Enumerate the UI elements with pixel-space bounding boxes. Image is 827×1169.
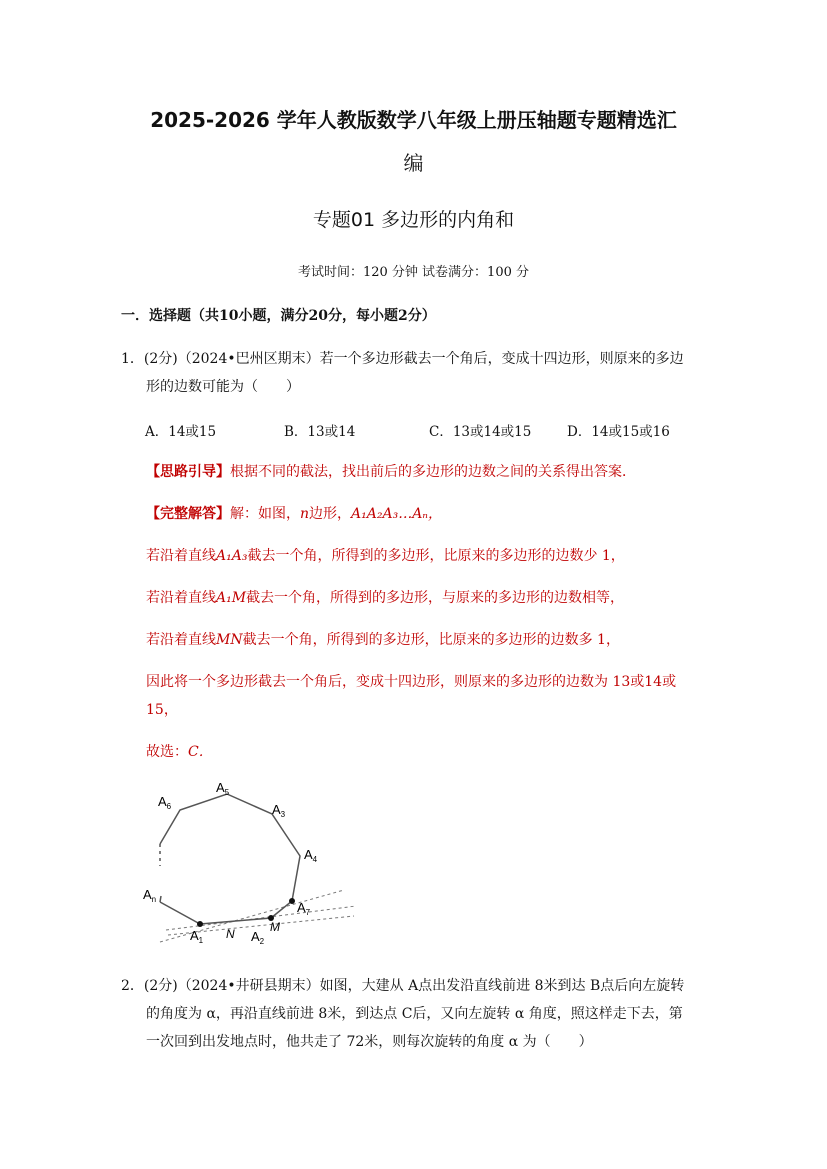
label-a2: $A_2$: [251, 929, 265, 946]
q1-hint: [146, 461, 636, 481]
page-title-continued: 编: [403, 151, 424, 175]
choice-label: 故选：: [146, 744, 188, 760]
label-a5: $A_5$: [216, 780, 230, 797]
hint-tag: 【思路引导】: [146, 464, 230, 480]
q2-stem-line3: 一次回到出发地点时，他共走了 72米，则每次旋转的角度 α 为（ ）: [146, 1034, 593, 1050]
label-a7: $A_7$: [297, 900, 311, 917]
q1-stem-line2: 形的边数可能为（ ）: [146, 379, 300, 395]
case2-pre: 若沿着直线: [146, 590, 216, 606]
case2-post: 截去一个角，所得到的多边形，与原来的多边形的边数相等，: [246, 590, 625, 606]
label-m: M: [270, 920, 280, 934]
q1-conclusion-line1: 因此将一个多边形截去一个角后，变成十四边形，则原来的多边形的边数为 13或14或: [146, 674, 677, 690]
case1-post: 截去一个角，所得到的多边形，比原来的多边形的边数少 1，: [247, 548, 625, 564]
q1-option-a: A．14或15: [145, 424, 217, 440]
case1-line: A₁A₃: [216, 548, 248, 564]
answer-poly-word: 边形，: [309, 506, 352, 522]
label-a4: $A_4$: [304, 847, 318, 864]
hint-text: 根据不同的截法，找出前后的多边形的边数之间的关系得出答案．: [230, 464, 636, 480]
q1-option-d: D．14或15或16: [567, 424, 670, 440]
answer-tag: 【完整解答】: [146, 506, 230, 522]
answer-n: n: [300, 506, 310, 522]
label-a6: $A_6$: [158, 794, 172, 811]
case2-line: A₁M: [216, 590, 247, 606]
edge-an-stub: [160, 896, 161, 902]
answer-poly-name: A₁A₂A₃…Aₙ，: [351, 506, 442, 522]
q1-stem-line1: 1．(2分)（2024•巴州区期末）若一个多边形截去一个角后，变成十四边形，则原来的多边: [121, 351, 684, 367]
section-heading: 一．选择题（共10小题，满分20分，每小题2分）: [121, 308, 436, 324]
answer-intro-text: 解：如图，: [230, 506, 300, 522]
choice-value: C．: [188, 744, 213, 760]
label-an: $A_n$: [143, 887, 157, 904]
point-a7: [289, 898, 295, 904]
polygon-bottom-edges: [160, 902, 271, 924]
case3-line: MN: [216, 632, 243, 648]
topic-subtitle: 专题01 多边形的内角和: [312, 209, 515, 231]
case1-pre: 若沿着直线: [146, 548, 216, 564]
label-n: N: [226, 927, 235, 941]
q1-case3: [146, 629, 620, 649]
q2-stem-line1: 2．(2分)（2024•井研县期末）如图，大建从 A点出发沿直线前进 8米到达 B点后向左旋转: [121, 978, 685, 994]
q1-choice: [146, 741, 213, 761]
label-a3: $A_3$: [272, 802, 286, 819]
label-a1: $A_1$: [190, 928, 204, 945]
q1-case2: [146, 587, 624, 607]
q1-option-b: B．13或14: [284, 424, 356, 440]
polygon-figure: [130, 770, 370, 955]
q2-stem-line2: 的角度为 α，再沿直线前进 8米，到达点 C后，又向左旋转 α 角度，照这样走下去，第: [146, 1006, 683, 1022]
q1-option-c: C．13或14或15: [429, 424, 532, 440]
case3-pre: 若沿着直线: [146, 632, 216, 648]
q1-answer-intro: [146, 503, 442, 523]
q1-conclusion-line2: 15，: [146, 702, 178, 718]
dashed-line-a1m: [166, 906, 356, 930]
exam-info: 考试时间：120 分钟 试卷满分：100 分: [297, 265, 530, 280]
point-a1: [197, 921, 203, 927]
page-title: 2025-2026 学年人教版数学八年级上册压轴题专题精选汇: [150, 108, 677, 132]
case3-post: 截去一个角，所得到的多边形，比原来的多边形的边数多 1，: [242, 632, 620, 648]
q1-case1: [146, 545, 625, 565]
